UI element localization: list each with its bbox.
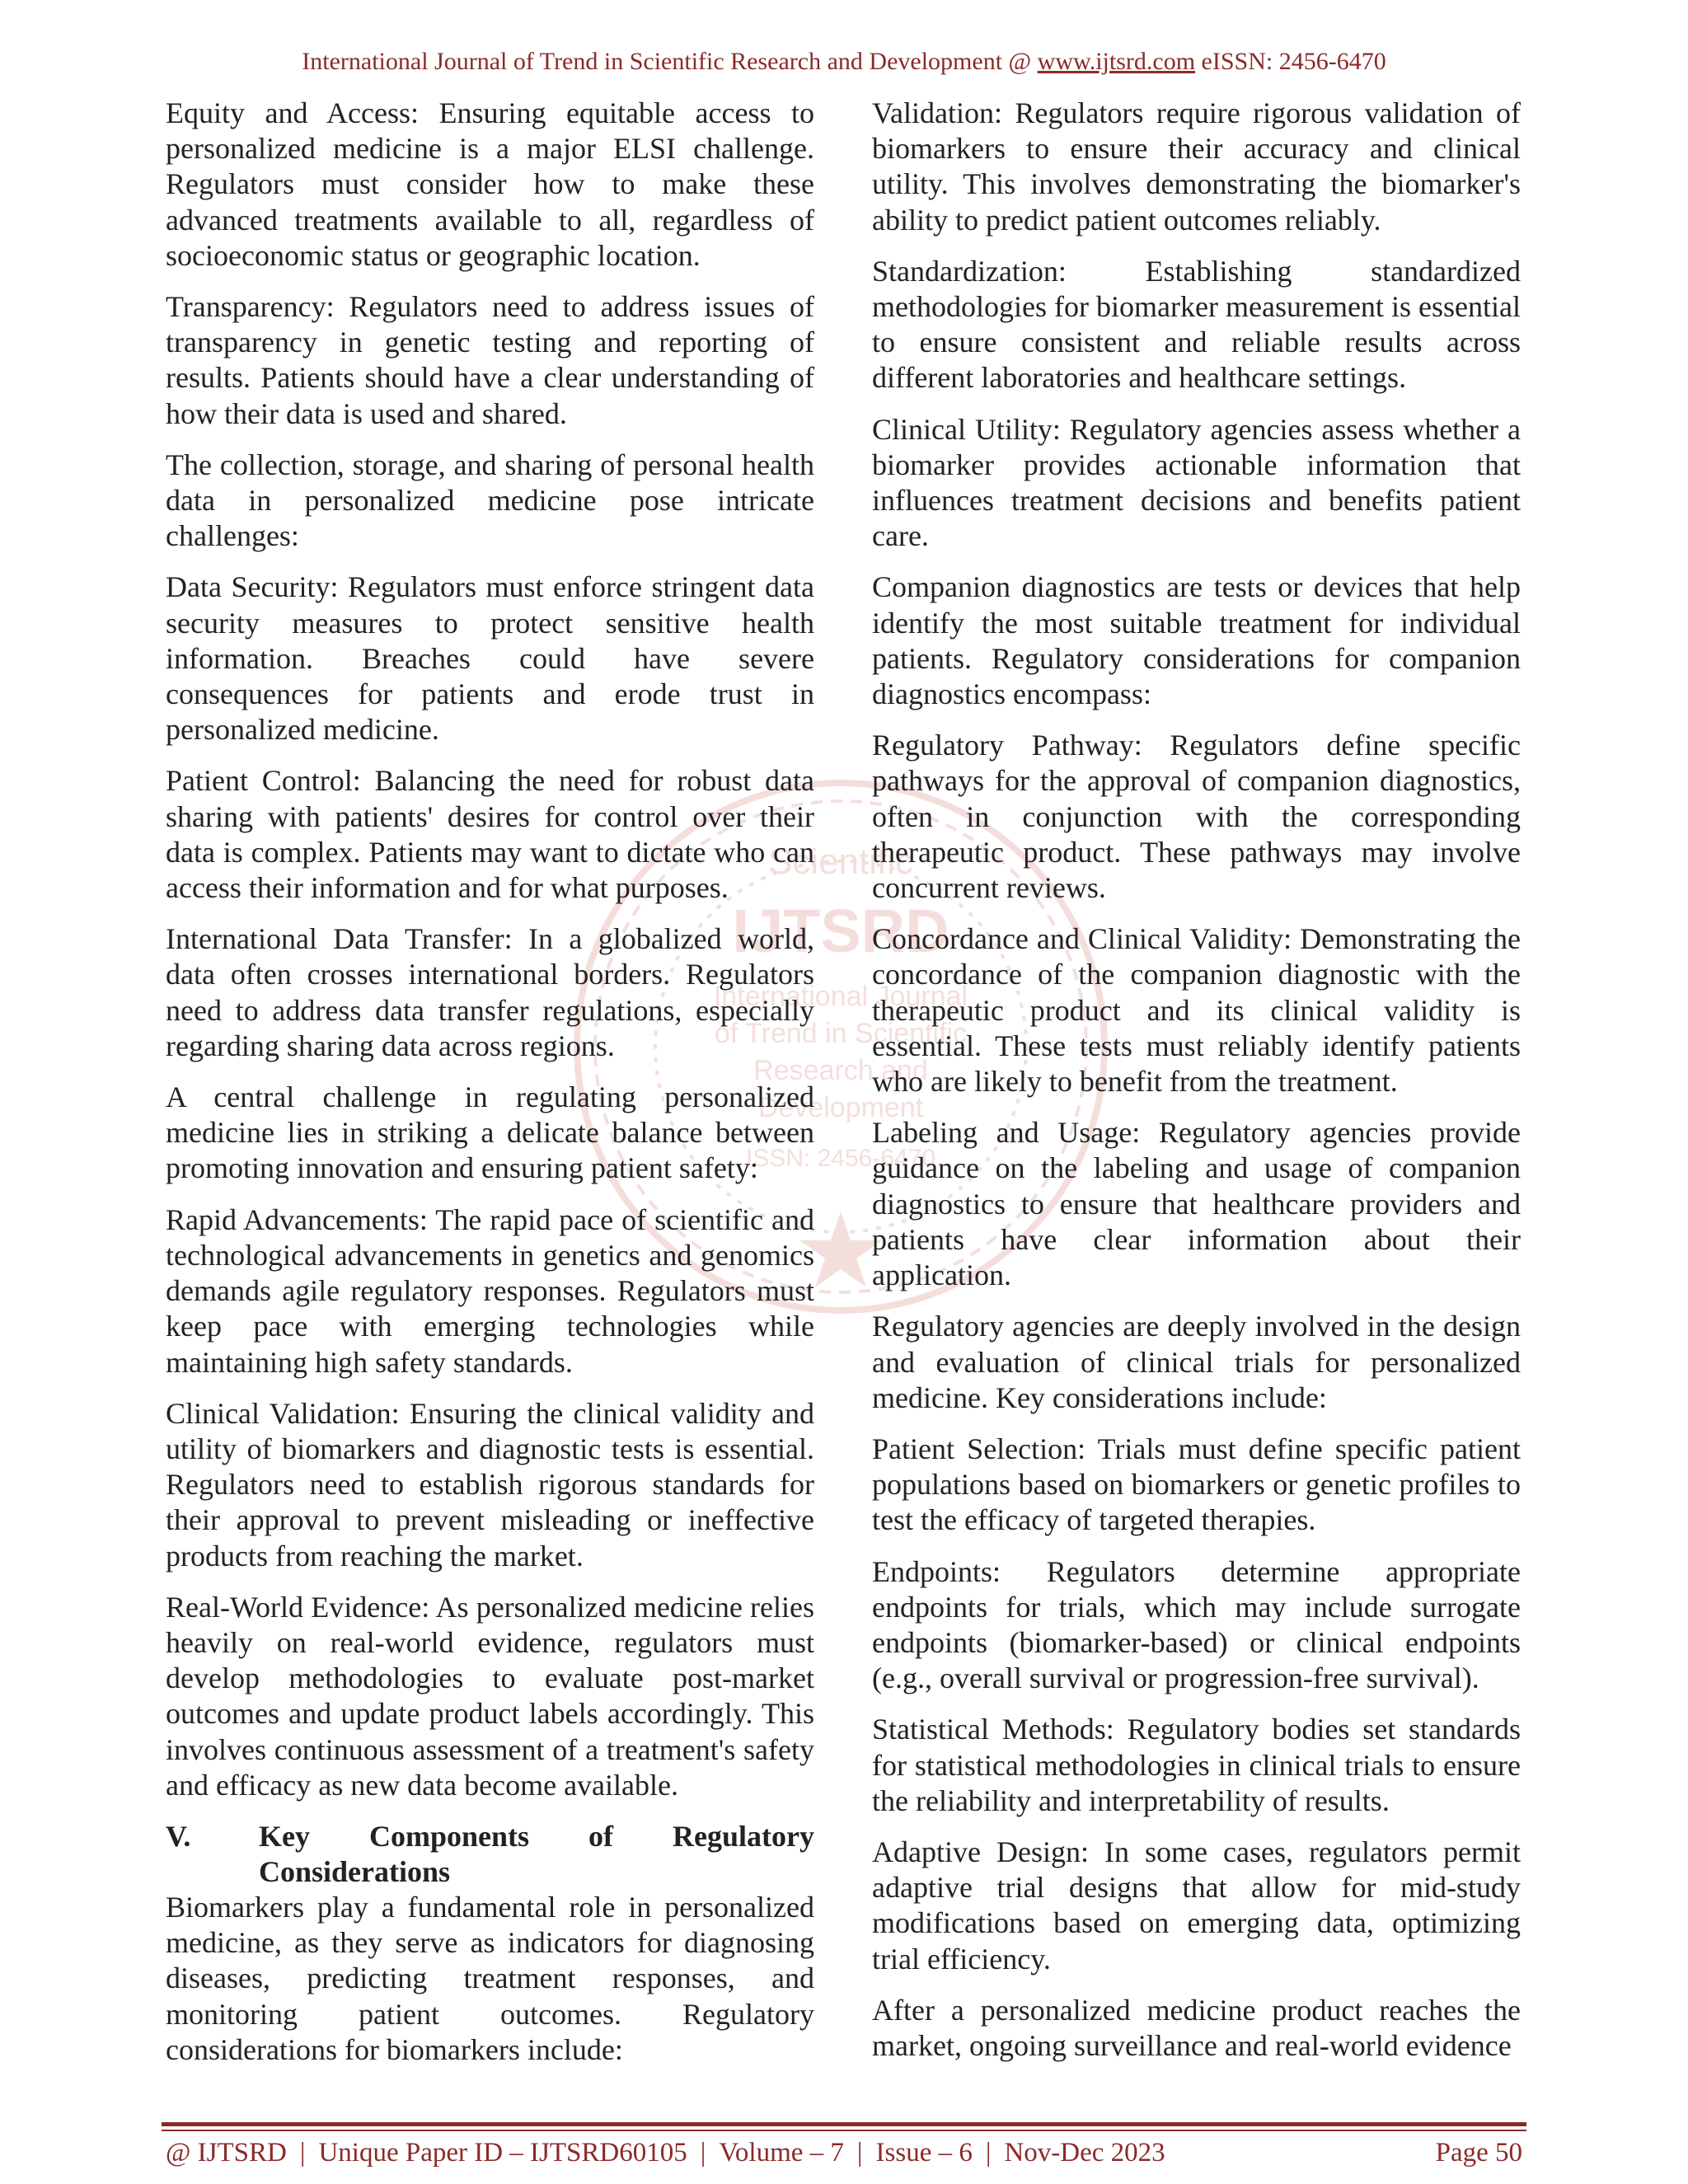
body-paragraph: Biomarkers play a fundamental role in personalized medicine, as they serve as indicators for diagnosing diseases, predicting treatment responses, and monitoring patient outcomes. Regulatory considerations for biomarkers include: (166, 1890, 814, 2066)
body-paragraph: The collection, storage, and sharing of personal health data in personalized medicine pose intricate challenges: (166, 448, 814, 553)
body-paragraph: After a personalized medicine product reaches the market, ongoing surveillance and real-world evidence (872, 1993, 1521, 2062)
footer-brand: @ IJTSRD (166, 2138, 287, 2168)
body-paragraph: Companion diagnostics are tests or devices that help identify the most suitable treatment for individual patients. Regulatory considerations for companion diagnostics encompass: (872, 570, 1521, 711)
body-paragraph: Equity and Access: Ensuring equitable access to personalized medicine is a major ELSI challenge. Regulators must consider how to make these advanced treatments available to all, regardless of socioeconomic status or geographic location. (166, 96, 814, 272)
left-column (166, 96, 814, 2083)
body-paragraph: Patient Selection: Trials must define specific patient populations based on biomarkers or genetic profiles to test the efficacy of targeted therapies. (872, 1432, 1521, 1537)
right-paragraphs (872, 96, 1521, 2064)
watermark-text-2: IJTSRD (732, 897, 950, 965)
journal-header (0, 48, 1688, 76)
footer-rule-thin (162, 2130, 1526, 2131)
body-paragraph: Transparency: Regulators need to address issues of transparency in genetic testing and reporting of results. Patients should have a clear understanding of how their data is used and shared. (166, 290, 814, 430)
body-paragraph: A central challenge in regulating personalized medicine lies in striking a delicate balance between promoting innovation and ensuring patient safety: (166, 1080, 814, 1185)
header-issn: eISSN: 2456-6470 (1195, 48, 1386, 75)
watermark-text-7: ISSN: 2456-6470 (745, 1145, 936, 1172)
watermark-text-3: International Journal (713, 981, 968, 1012)
section-number: V. (166, 1819, 191, 1853)
journal-url-link[interactable]: www.ijtsrd.com (1037, 48, 1196, 75)
footer-issue: Issue – 6 (875, 2138, 973, 2168)
footer-page-number: Page 50 (1435, 2138, 1522, 2168)
right-column (872, 96, 1521, 2079)
body-paragraph: Rapid Advancements: The rapid pace of scientific and technological advancements in genetics and genomics demands agile regulatory responses. Regulators must keep pace with emerging technologies while maintaining high safety standards. (166, 1202, 814, 1379)
page-footer (166, 2138, 1522, 2168)
footer-separator: | (856, 2138, 863, 2168)
watermark-text-1: Scientific (767, 841, 914, 882)
footer-paper-id: Unique Paper ID – IJTSRD60105 (318, 2138, 687, 2168)
section-heading (166, 1819, 814, 1890)
body-paragraph: Standardization: Establishing standardized methodologies for biomarker measurement is essential to ensure consistent and reliable results across different laboratories and healthcare settings. (872, 254, 1521, 395)
body-paragraph: Regulatory Pathway: Regulators define specific pathways for the approval of companion diagnostics, often in conjunction with the corresponding therapeutic product. These pathways may involve concurrent reviews. (872, 729, 1521, 905)
body-paragraph: Labeling and Usage: Regulatory agencies provide guidance on the labeling and usage of companion diagnostics to ensure that healthcare providers and patients have clear information about their application. (872, 1116, 1521, 1292)
left-paragraphs-b (166, 1890, 814, 2068)
body-paragraph: Adaptive Design: In some cases, regulators permit adaptive trial designs that allow for mid-study modifications based on emerging data, optimizing trial efficiency. (872, 1835, 1521, 1975)
body-paragraph: Validation: Regulators require rigorous validation of biomarkers to ensure their accuracy and clinical utility. This involves demonstrating the biomarker's ability to predict patient outcomes reliably. (872, 96, 1521, 237)
footer-rule-thick (162, 2122, 1526, 2126)
body-paragraph: Concordance and Clinical Validity: Demonstrating the concordance of the companion diagnostic with the therapeutic product and its clinical validity is essential. These tests must reliably identify patients who are likely to benefit from the treatment. (872, 922, 1521, 1099)
watermark-text-4: of Trend in Scientific (714, 1018, 968, 1049)
section-title: Key Components of Regulatory Considerations (259, 1819, 814, 1888)
footer-separator: | (700, 2138, 706, 2168)
footer-date: Nov-Dec 2023 (1004, 2138, 1165, 2168)
body-paragraph: Clinical Utility: Regulatory agencies assess whether a biomarker provides actionable information that influences treatment decisions and benefits patient care. (872, 412, 1521, 553)
body-paragraph: Data Security: Regulators must enforce stringent data security measures to protect sensitive health information. Breaches could have severe consequences for patients and erode trust in personalized medicine. (166, 570, 814, 747)
watermark-text-5: Research and (753, 1055, 928, 1086)
body-paragraph: Real-World Evidence: As personalized medicine relies heavily on real-world evidence, regulators must develop methodologies to evaluate post-market outcomes and update product labels accordingly. This involves continuous assessment of a treatment's safety and efficacy as new data become available. (166, 1590, 814, 1802)
left-paragraphs-a (166, 96, 814, 1803)
footer-separator: | (299, 2138, 306, 2168)
header-prefix: International Journal of Trend in Scientific Research and Development @ (302, 48, 1038, 75)
body-paragraph: Statistical Methods: Regulatory bodies set standards for statistical methodologies in clinical trials to ensure the reliability and interpretability of results. (872, 1713, 1521, 1817)
footer-volume: Volume – 7 (719, 2138, 844, 2168)
body-paragraph: Regulatory agencies are deeply involved in the design and evaluation of clinical trials for personalized medicine. Key considerations include: (872, 1310, 1521, 1414)
footer-separator: | (985, 2138, 992, 2168)
body-paragraph: Clinical Validation: Ensuring the clinical validity and utility of biomarkers and diagnostic tests is essential. Regulators need to establish rigorous standards for their approval to prevent misleading or ineffective products from reaching the market. (166, 1396, 814, 1572)
body-paragraph: Endpoints: Regulators determine appropriate endpoints for trials, which may include surrogate endpoints (biomarker-based) or clinical endpoints (e.g., overall survival or progression-free survival). (872, 1554, 1521, 1695)
watermark-text-6: Development (757, 1092, 924, 1123)
body-paragraph: International Data Transfer: In a globalized world, data often crosses international borders. Regulators need to address data transfer regulations, especially regarding sharing data across regions. (166, 922, 814, 1062)
body-paragraph: Patient Control: Balancing the need for robust data sharing with patients' desires for control over their data is complex. Patients may want to dictate who can access their information and for what purposes. (166, 764, 814, 905)
